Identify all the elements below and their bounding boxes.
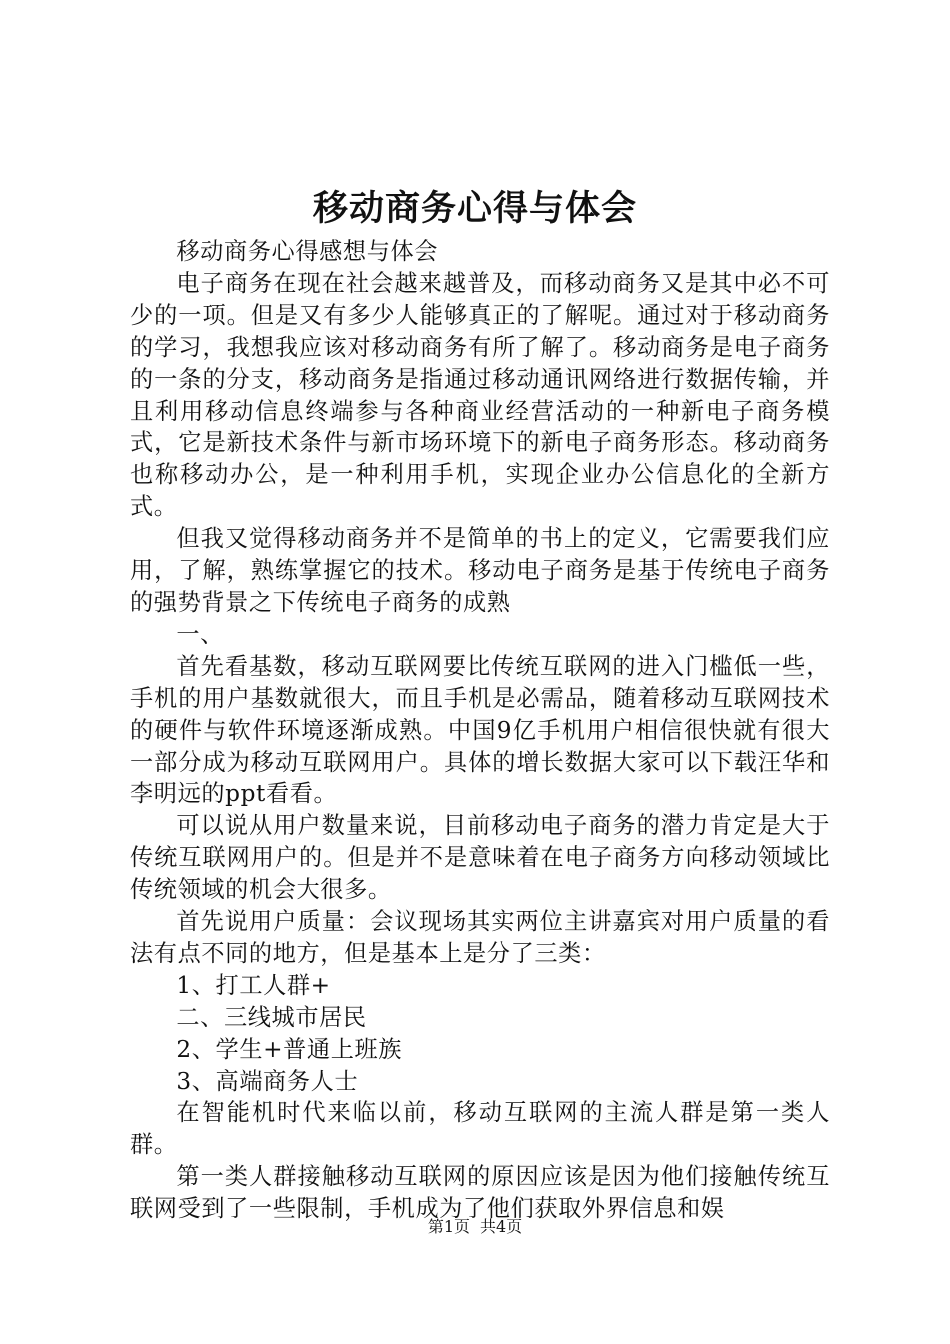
paragraph: 首先说用户质量：会议现场其实两位主讲嘉宾对用户质量的看法有点不同的地方，但是基本上是分了三类： (130, 908, 830, 967)
list-item: 3、高端商务人士 (176, 1067, 359, 1095)
page-number: 第1页 (427, 1217, 470, 1236)
paragraph: 但我又觉得移动商务并不是简单的书上的定义，它需要我们应用，了解，熟练掌握它的技术。移动电子商务是基于传统电子商务的强势背景之下传统电子商务的成熟 (130, 525, 830, 616)
document-body (130, 236, 830, 1225)
paragraph: 电子商务在现在社会越来越普及，而移动商务又是其中必不可少的一项。但是又有多少人能够真正的了解呢。通过对于移动商务的学习，我想我应该对移动商务有所了解了。移动商务是电子商务的一条的分支，移动商务是指通过移动通讯网络进行数据传输，并且利用移动信息终端参与各种商业经营活动的一种新电子商务模式，它是新技术条件与新市场环境下的新电子商务形态。移动商务也称移动办公，是一种利用手机，实现企业办公信息化的全新方式。 (130, 269, 830, 521)
page-footer (0, 1216, 950, 1238)
paragraph: 一、 (176, 620, 224, 648)
document-title: 移动商务心得与体会 (312, 188, 637, 229)
paragraph: 首先看基数，移动互联网要比传统互联网的进入门槛低一些，手机的用户基数就很大，而且手机是必需品，随着移动互联网技术的硬件与软件环境逐渐成熟。中国9亿手机用户相信很快就有很大一部分成为移动互联网用户。具体的增长数据大家可以下载汪华和李明远的ppt看看。 (130, 652, 830, 808)
list-item: 2、学生+普通上班族 (176, 1035, 403, 1063)
list-item: 1、打工人群+ (176, 971, 331, 999)
paragraph: 在智能机时代来临以前，移动互联网的主流人群是第一类人群。 (130, 1099, 830, 1159)
list-item: 二、三线城市居民 (176, 1003, 367, 1031)
paragraph-subtitle: 移动商务心得感想与体会 (176, 238, 439, 265)
paragraph: 可以说从用户数量来说，目前移动电子商务的潜力肯定是大于传统互联网用户的。但是并不是意味着在电子商务方向移动领域比传统领域的机会大很多。 (130, 812, 830, 904)
paragraph: 第一类人群接触移动互联网的原因应该是因为他们接触传统互联网受到了一些限制，手机成为了他们获取外界信息和娱 (130, 1163, 830, 1223)
page-total: 共4页 (480, 1217, 523, 1236)
